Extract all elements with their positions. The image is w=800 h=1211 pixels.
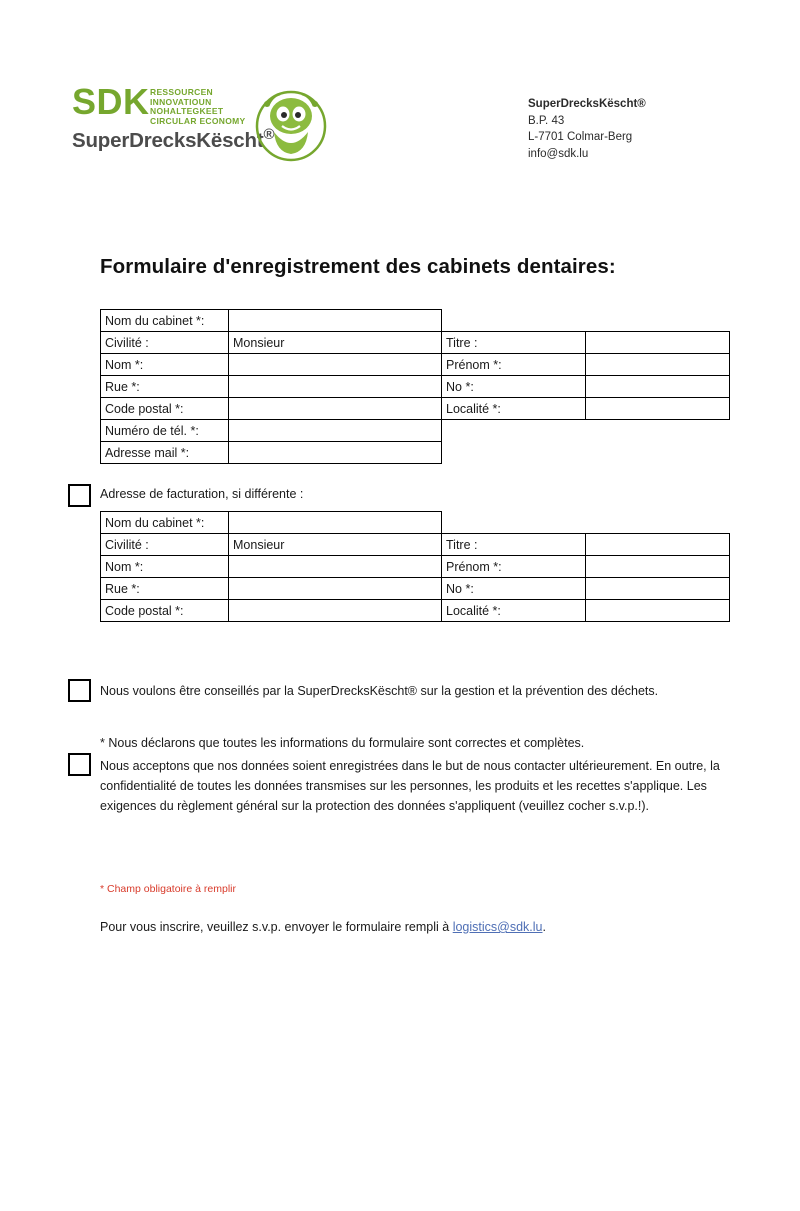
table-row [101,578,730,600]
field-label: Code postal *: [101,398,229,420]
table-row [101,420,730,442]
address-city: L-7701 Colmar-Berg [528,131,633,143]
primary-address-table [100,309,730,464]
submission-text-before: Pour vous inscrire, veuillez s.v.p. envoyer le formulaire rempli à [100,920,453,934]
billing-input-postcode[interactable] [229,600,442,622]
field-input-street[interactable] [229,376,442,398]
billing-input-practice-name[interactable] [229,512,442,534]
field-label: Nom du cabinet *: [101,512,229,534]
submission-email-link[interactable]: logistics@sdk.lu [452,920,543,934]
field-label: Civilité : [101,534,229,556]
table-row [101,354,730,376]
logo-wordmark-text: SuperDrecksKëscht [72,128,264,152]
billing-input-street[interactable] [229,578,442,600]
address-email: info@sdk.lu [528,147,589,160]
field-input-email[interactable] [229,442,442,464]
field-label: Nom *: [101,556,229,578]
page-title: Formulaire d'enregistrement des cabinets dentaires: [100,255,616,278]
field-label: Localité *: [442,398,586,420]
billing-input-number[interactable] [586,578,730,600]
field-input-salutation[interactable]: Monsieur [229,332,442,354]
billing-input-lastname[interactable] [229,556,442,578]
field-input-title[interactable] [586,332,730,354]
address-po-box: B.P. 43 [528,114,565,127]
field-input-practice-name[interactable] [229,310,442,332]
field-label: Nom *: [101,354,229,376]
billing-address-table [100,511,730,622]
logo-wordmark [72,126,274,153]
sdk-logo [72,81,332,169]
field-input-phone[interactable] [229,420,442,442]
company-address [528,96,646,162]
field-label: Prénom *: [442,556,586,578]
logo-tagline-2: INNOVATIOUN [150,96,212,107]
billing-input-firstname[interactable] [586,556,730,578]
field-label: Titre : [442,534,586,556]
field-label: Rue *: [101,578,229,600]
table-row [101,556,730,578]
table-row [101,310,730,332]
logo-tagline-1: RESSOURCEN [150,87,213,97]
address-company: SuperDrecksKëscht® [528,98,646,110]
field-label: Titre : [442,332,586,354]
logo-tagline-4: CIRCULAR ECONOMY [150,115,246,126]
field-label: No *: [442,578,586,600]
logo-taglines [150,88,245,126]
document-header [0,0,800,200]
field-label: Code postal *: [101,600,229,622]
logo-registered-mark: ® [263,126,275,143]
submission-text-after: . [542,920,546,934]
checkbox-data-consent[interactable] [68,753,91,776]
logo-tagline-3: NOHALTEGKEET [150,106,224,117]
field-label: Adresse mail *: [101,442,229,464]
declaration-text: * Nous déclarons que toutes les informations du formulaire sont correctes et complètes. [100,736,585,750]
field-input-locality[interactable] [586,398,730,420]
billing-input-locality[interactable] [586,600,730,622]
field-label: Numéro de tél. *: [101,420,229,442]
field-input-postcode[interactable] [229,398,442,420]
submission-instruction [100,920,546,934]
field-input-lastname[interactable] [229,354,442,376]
table-row [101,398,730,420]
table-row [101,442,730,464]
table-row [101,512,730,534]
checkbox-billing-address-label: Adresse de facturation, si différente : [100,487,304,501]
field-label: Localité *: [442,600,586,622]
checkbox-billing-address[interactable] [68,484,91,507]
checkbox-request-advice[interactable] [68,679,91,702]
required-field-note: * Champ obligatoire à remplir [100,883,236,895]
field-label: Prénom *: [442,354,586,376]
billing-input-title[interactable] [586,534,730,556]
field-input-number[interactable] [586,376,730,398]
table-row [101,600,730,622]
billing-input-salutation[interactable]: Monsieur [229,534,442,556]
table-row [101,376,730,398]
checkbox-request-advice-label: Nous voulons être conseillés par la SuperDrecksKëscht® sur la gestion et la prévention des déchets. [100,684,659,698]
field-label: No *: [442,376,586,398]
logo-abbreviation: SDK [72,81,150,122]
table-row [101,534,730,556]
field-label: Nom du cabinet *: [101,310,229,332]
field-label: Rue *: [101,376,229,398]
sdk-mascot-icon [254,86,328,166]
field-input-firstname[interactable] [586,354,730,376]
table-row [101,332,730,354]
field-label: Civilité : [101,332,229,354]
checkbox-data-consent-label: Nous acceptons que nos données soient enregistrées dans le but de nous contacter ultérieurement. En outre, la confidentialité de toutes les données transmises sur les personnes, les produits et les recettes s'applique. Les exigences du règlement général sur la protection des données s'appliquent (veuillez cocher s.v.p.!). [100,759,720,813]
